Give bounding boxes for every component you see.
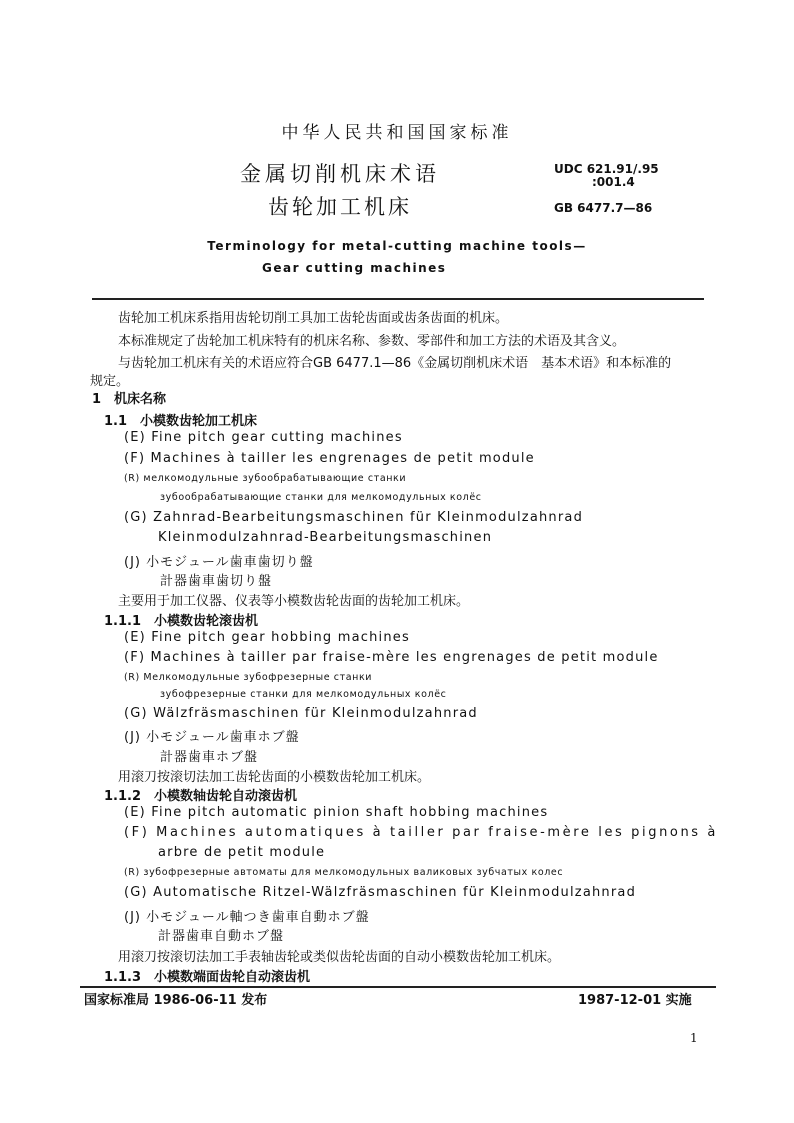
s1-1-russian-2: зубообрабатывающие станки для мелкомодульных колёс <box>160 492 482 503</box>
english-title-line-2: Gear cutting machines <box>262 261 447 275</box>
issue-date: 国家标准局 1986-06-11 发布 <box>84 993 268 1008</box>
english-title-line-1: Terminology for metal-cutting machine tools— <box>207 239 587 253</box>
s1-1-french: (F) Machines à tailler les engrenages de petit module <box>124 451 535 466</box>
intro-paragraph-3b: 规定。 <box>90 374 130 389</box>
s1-1-1-description: 用滚刀按滚切法加工齿轮齿面的小模数齿轮加工机床。 <box>118 770 431 785</box>
s1-1-2-russian: (R) зубофрезерные автоматы для мелкомодульных валиковых зубчатых колес <box>124 867 564 878</box>
section-1-1-heading: 1.1 小模数齿轮加工机床 <box>104 414 258 429</box>
s1-1-russian-1: (R) мелкомодульные зубообрабатывающие станки <box>124 473 407 484</box>
section-1-1-2-heading: 1.1.2 小模数轴齿轮自动滚齿机 <box>104 789 298 804</box>
intro-paragraph-2: 本标准规定了齿轮加工机床特有的机床名称、参数、零部件和加工方法的术语及其含义。 <box>118 334 626 349</box>
s1-1-2-description: 用滚刀按滚切法加工手表轴齿轮或类似齿轮齿面的自动小模数齿轮加工机床。 <box>118 950 561 965</box>
standard-name: 中华人民共和国国家标准 <box>281 123 513 143</box>
s1-1-german-2: Kleinmodulzahnrad-Bearbeitungsmaschinen <box>158 530 493 545</box>
intro-paragraph-1: 齿轮加工机床系指用齿轮切削工具加工齿轮齿面或齿条齿面的机床。 <box>118 311 509 326</box>
s1-1-japanese-1: (J) 小モジュール歯車歯切り盤 <box>124 555 314 570</box>
s1-1-2-japanese-2: 計器歯車自動ホブ盤 <box>158 929 285 944</box>
s1-1-2-german: (G) Automatische Ritzel-Wälzfräsmaschinen für Kleinmodulzahnrad <box>124 885 637 900</box>
s1-1-english: (E) Fine pitch gear cutting machines <box>124 430 403 445</box>
s1-1-1-german: (G) Wälzfräsmaschinen für Kleinmodulzahnrad <box>124 706 478 721</box>
s1-1-1-russian-1: (R) Мелкомодульные зубофрезерные станки <box>124 672 373 683</box>
title-line-1: 金属切削机床术语 <box>240 162 440 186</box>
s1-1-japanese-2: 計器歯車歯切り盤 <box>160 574 273 589</box>
s1-1-2-french-2: arbre de petit module <box>158 845 326 860</box>
s1-1-2-english: (E) Fine pitch automatic pinion shaft hobbing machines <box>124 805 549 820</box>
udc-code-line-2: :001.4 <box>592 175 635 189</box>
header-divider <box>92 298 704 300</box>
s1-1-description: 主要用于加工仪器、仪表等小模数齿轮齿面的齿轮加工机床。 <box>118 594 470 609</box>
s1-1-german-1: (G) Zahnrad-Bearbeitungsmaschinen für Kleinmodulzahnrad <box>124 510 584 525</box>
section-1-1-3-heading: 1.1.3 小模数端面齿轮自动滚齿机 <box>104 970 311 985</box>
page-number: 1 <box>690 1031 698 1045</box>
gb-number: GB 6477.7—86 <box>554 201 653 215</box>
s1-1-1-french: (F) Machines à tailler par fraise-mère les engrenages de petit module <box>124 650 659 665</box>
udc-code-line-1: UDC 621.91/.95 <box>554 162 659 176</box>
s1-1-1-russian-2: зубофрезерные станки для мелкомодульных колёс <box>160 689 447 700</box>
footer-divider <box>80 986 716 988</box>
title-line-2: 齿轮加工机床 <box>268 195 412 219</box>
s1-1-2-french-1: (F) Machines automatiques à tailler par fraise-mère les pignons à <box>124 825 718 840</box>
s1-1-2-japanese-1: (J) 小モジュール軸つき歯車自動ホブ盤 <box>124 910 370 925</box>
s1-1-1-japanese-1: (J) 小モジュール歯車ホブ盤 <box>124 730 300 745</box>
s1-1-1-japanese-2: 計器歯車ホブ盤 <box>160 750 259 765</box>
section-1-heading: 1 机床名称 <box>92 392 167 407</box>
effective-date: 1987-12-01 实施 <box>578 993 692 1008</box>
section-1-1-1-heading: 1.1.1 小模数齿轮滚齿机 <box>104 614 259 629</box>
s1-1-1-english: (E) Fine pitch gear hobbing machines <box>124 630 410 645</box>
intro-paragraph-3a: 与齿轮加工机床有关的术语应符合GB 6477.1—86《金属切削机床术语 基本术语》和本标准的 <box>118 356 672 371</box>
